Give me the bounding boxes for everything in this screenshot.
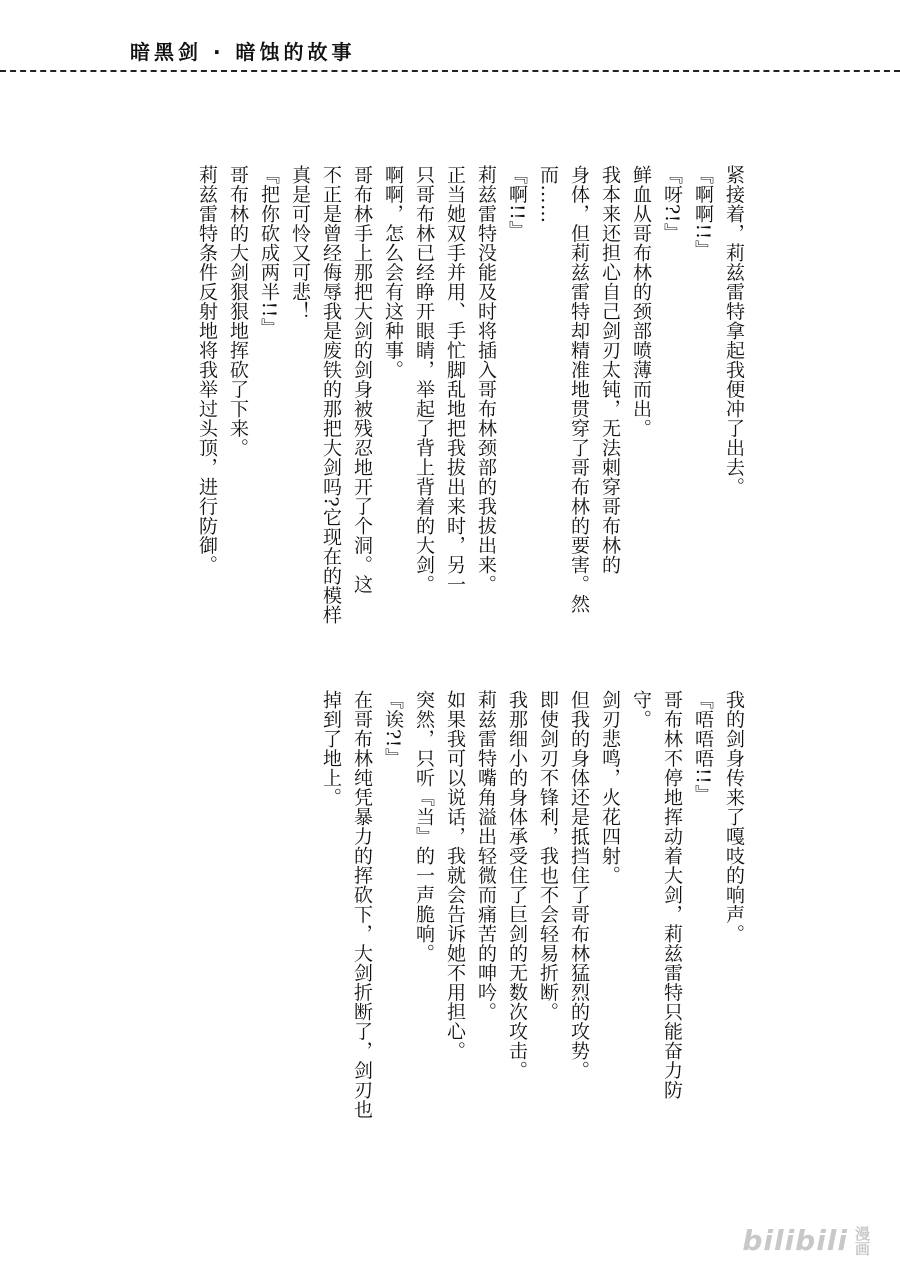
text-line: 『唔唔唔!!』	[692, 690, 714, 804]
text-line: 『呀?!』	[661, 165, 683, 243]
text-line: 守。	[630, 690, 652, 729]
text-line: 但我的身体还是抵挡住了哥布林猛烈的攻势。	[568, 690, 590, 1080]
text-line: 紧接着，莉兹雷特拿起我便冲了出去。	[723, 165, 745, 497]
text-block-bottom	[315, 690, 749, 1130]
text-line: 鲜血从哥布林的颈部喷薄而出。	[630, 165, 652, 438]
text-line: 啊啊，怎么会有这种事。	[382, 165, 404, 380]
text-line: 哥布林不停地挥动着大剑，莉兹雷特只能奋力防	[661, 690, 683, 1100]
text-line: 即使剑刃不锋利，我也不会轻易折断。	[537, 690, 559, 1022]
header-dashed-rule	[0, 70, 900, 72]
text-line: 在哥布林纯凭暴力的挥砍下，大剑折断了，剑刃也	[351, 690, 373, 1119]
text-line: 『啊啊!!』	[692, 165, 714, 260]
text-line: 我那细小的身体承受住了巨剑的无数次攻击。	[506, 690, 528, 1080]
text-line: 剑刃悲鸣，火花四射。	[599, 690, 621, 885]
text-line: 『诶?!』	[382, 690, 404, 768]
text-line: 而……	[537, 165, 559, 224]
bilibili-logo: bilibili	[742, 1224, 848, 1257]
text-line: 掉到了地上。	[320, 690, 342, 807]
text-line: 莉兹雷特条件反射地将我举过头顶，进行防御。	[196, 165, 218, 575]
text-line: 『啊!!』	[506, 165, 528, 240]
text-line: 莉兹雷特没能及时将插入哥布林颈部的我拔出来。	[475, 165, 497, 594]
text-line: 真是可怜又可悲！	[289, 165, 311, 321]
text-line: 莉兹雷特嘴角溢出轻微而痛苦的呻吟。	[475, 690, 497, 1022]
text-line: 正当她双手并用、手忙脚乱地把我拔出来时，另一	[444, 165, 466, 594]
text-line: 不正是曾经侮辱我是废铁的那把大剑吗?它现在的模样	[320, 165, 342, 625]
text-line: 身体，但莉兹雷特却精准地贯穿了哥布林的要害。然	[568, 165, 590, 614]
manga-label: 漫画	[853, 1225, 871, 1256]
text-line: 我的剑身传来了嘎吱的响声。	[723, 690, 745, 944]
text-line: 突然，只听『当』的一声脆响。	[413, 690, 435, 963]
text-block-top	[191, 165, 749, 625]
text-line: 如果我可以说话，我就会告诉她不用担心。	[444, 690, 466, 1061]
running-header-title: 暗黑剑 · 暗蚀的故事	[130, 40, 356, 64]
text-line: 哥布林手上那把大剑的剑身被残忍地开了个洞。这	[351, 165, 373, 594]
text-line: 只哥布林已经睁开眼睛，举起了背上背着的大剑。	[413, 165, 435, 594]
bilibili-manga-watermark	[742, 1224, 870, 1257]
text-line: 哥布林的大剑狠狠地挥砍了下来。	[227, 165, 249, 458]
text-line: 『把你砍成两半!!』	[258, 165, 280, 338]
text-line: 我本来还担心自己剑刃太钝，无法刺穿哥布林的	[599, 165, 621, 575]
